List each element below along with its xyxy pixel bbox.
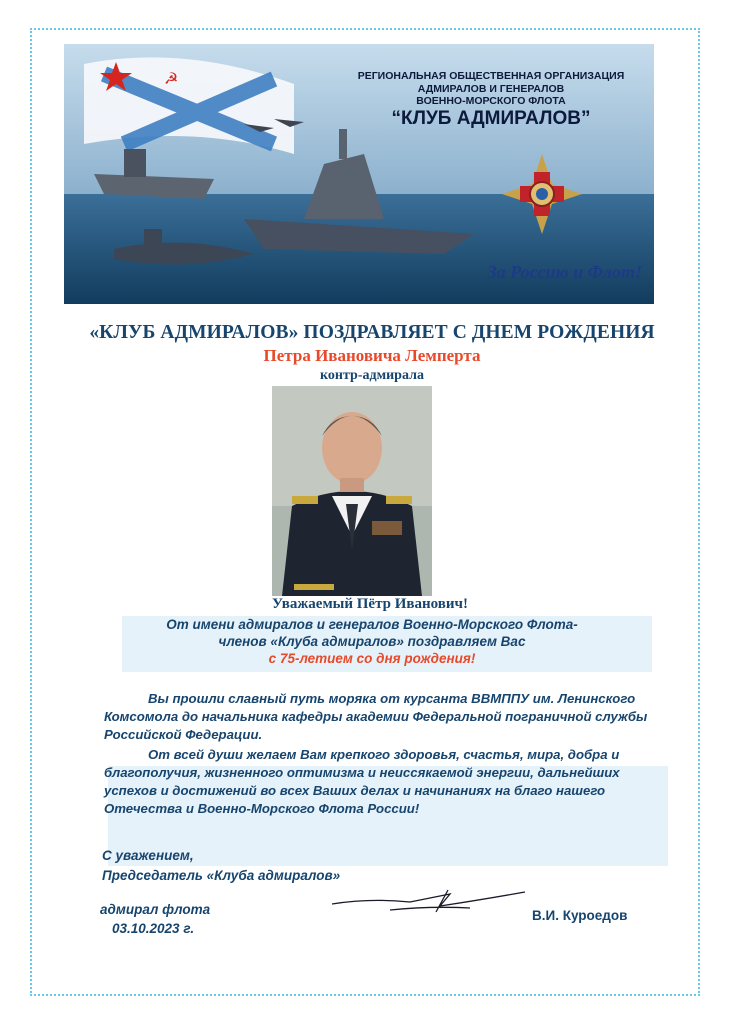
organization-name xyxy=(332,70,650,108)
body-paragraph-2: От всей души желаем Вам крепкого здоровья, счастья, мира, добра и благополучия, жизненного оптимизма и неиссякаемой энергии, дальнейших успехов и достижений во всех Ваших делах и начинаниях на благо нашего Отечества и Военно-Морского Флота России! xyxy=(104,747,620,816)
honoree-rank: контр-адмирала xyxy=(320,368,424,383)
congrats-title: «КЛУБ АДМИРАЛОВ» ПОЗДРАВЛЯЕТ С ДНЕМ РОЖДЕНИЯ xyxy=(89,322,655,343)
body-paragraph-1: Вы прошли славный путь моряка от курсанта ВВМППУ им. Ленинского Комсомола до начальника кафедры академии Федеральной пограничной службы Российской Федерации. xyxy=(104,691,648,742)
honoree-portrait xyxy=(272,386,432,596)
motto: За Россию и Флот! xyxy=(487,262,642,282)
signature-block xyxy=(102,846,340,886)
letter-body xyxy=(104,690,664,820)
greeting: Уважаемый Пётр Иванович! xyxy=(272,596,468,612)
regards-text: С уважением, xyxy=(102,848,194,863)
signer-name: В.И. Куроедов xyxy=(532,908,628,923)
signer-rank: адмирал флота xyxy=(100,902,211,917)
handwritten-signature xyxy=(330,886,530,921)
signer-position: Председатель «Клуба адмиралов» xyxy=(102,868,341,883)
club-name: “КЛУБ АДМИРАЛОВ” xyxy=(391,108,591,129)
svg-text:☭: ☭ xyxy=(164,69,179,88)
honoree-name: Петра Ивановича Лемперта xyxy=(263,346,481,365)
org-line-1: РЕГИОНАЛЬНАЯ ОБЩЕСТВЕННАЯ ОРГАНИЗАЦИЯ xyxy=(357,70,625,82)
congrats-line-1: От имени адмиралов и генералов Военно-Морского Флота- xyxy=(166,617,578,632)
anniversary-line: с 75-летием со дня рождения! xyxy=(268,651,476,666)
letter-date: 03.10.2023 г. xyxy=(112,921,195,936)
org-line-3: ВОЕННО-МОРСКОГО ФЛОТА xyxy=(416,95,566,107)
congrats-lines xyxy=(112,616,632,667)
congrats-line-2: членов «Клуба адмиралов» поздравляем Вас xyxy=(218,634,526,649)
org-line-2: АДМИРАЛОВ И ГЕНЕРАЛОВ xyxy=(417,82,565,95)
